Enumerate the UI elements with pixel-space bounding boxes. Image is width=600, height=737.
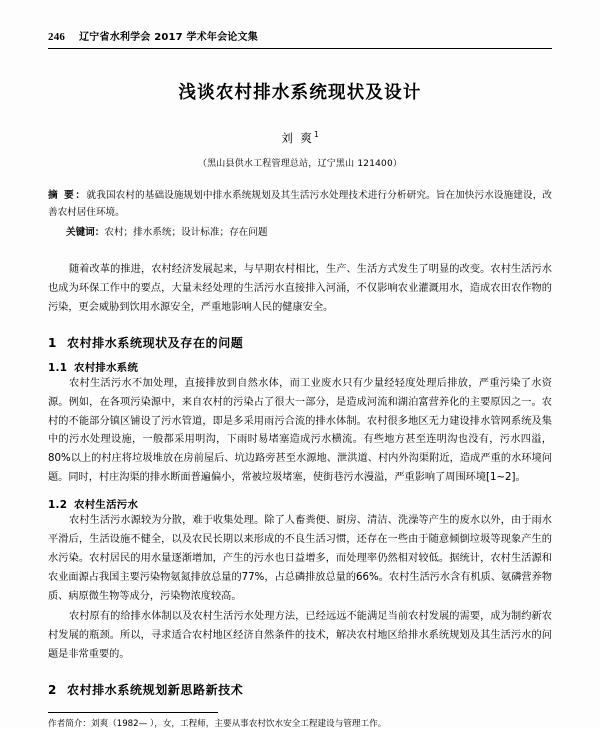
author-line: [48, 130, 552, 146]
subsection-heading-1-1: [48, 359, 552, 374]
page-number: 246: [48, 31, 66, 43]
running-head: [48, 28, 552, 48]
header-divider: [48, 48, 552, 49]
keywords-text: 农村；排水系统；设计标准；存在问题: [104, 227, 268, 239]
author-name: 刘 爽: [281, 131, 314, 145]
footnote-divider: [48, 712, 218, 713]
paragraph-1-2-1: 农村生活污水源较为分散，难于收集处理。除了人畜粪便、厨房、清洁、洗澡等产生的废水以外，由于雨水平滑后，生活设施不健全，以及农民长期以来形成的不良生活习惯，还存在一些由于随意倾倒垃圾等现象产生的水污染。农村居民的用水量逐渐增加，产生的污水也日益增多，而处理率仍然相对较低。据统计，农村生活源和农业面源占我国主要污染物氨氮排放总量的77%，占总磷排放总量的66%。农村生活污水含有机质、氨磷营养物质、病原微生物等成分，污染物浓度较高。: [48, 515, 552, 602]
abstract-text: 就我国农村的基础设施规划中排水系统规划及其生活污水处理技术进行分析研究。旨在加快污水设施建设，改善农村居住环境。: [48, 190, 552, 219]
keywords-label: 关键词：: [66, 227, 105, 239]
section-number-1: 1: [48, 335, 57, 350]
bottom-spacer: [48, 731, 552, 737]
subsection-title-1-2: 农村生活污水: [74, 499, 139, 512]
abstract-label: 摘 要：: [48, 190, 87, 201]
section-title-2: 农村排水系统规划新思路新技术: [67, 683, 244, 698]
paragraph-1-2-2: 农村原有的给排水体制以及农村生活污水处理方法，已经远远不能满足当前农村发展的需要，成为制约新农村发展的瓶颈。所以，寻求适合农村地区经济自然条件的技术，解决农村地区给排水系统规划及其生活污水的问题是非常重要的。: [48, 611, 552, 661]
subsection-title-1-1: 农村排水系统: [74, 361, 139, 374]
footnote: 作者简介：刘爽（1982— ），女，工程师，主要从事农村饮水安全工程建设与管理工作。: [48, 719, 387, 730]
author-affiliation-marker: 1: [313, 130, 319, 140]
affiliation: （黑山县供水工程管理总站，辽宁黑山 121400）: [197, 159, 403, 169]
abstract: [48, 187, 552, 221]
subsection-heading-1-2: [48, 496, 552, 511]
running-head-title: 辽宁省水利学会 2017 学术年会论文集: [79, 32, 258, 43]
page-title: 浅谈农村排水系统现状及设计: [178, 83, 422, 103]
subsection-number-1-1: 1.1: [48, 361, 68, 374]
section-number-2: 2: [48, 683, 57, 698]
section-heading-1: [48, 334, 552, 351]
intro-paragraph: 随着改革的推进，农村经济发展起来，与早期农村相比，生产、生活方式发生了明显的改变。农村生活污水也成为环保工作中的要点，大量未经处理的生活污水直接排入河涌，不仅影响农业灌溉用水，造成农田农作物的污染，更会威胁到饮用水源安全，严重地影响人民的健康安全。: [48, 264, 552, 313]
paragraph-1-1-1: 农村生活污水不加处理，直接排放到自然水体，而工业废水只有少量经轻度处理后排放，严重污染了水资源。例如，在各项污染源中，来自农村的污染占了很大一部分，是造成河流和湖泊富营养化的主要原因之一。农村的不能部分镇区铺设了污水管道，即是多采用雨污合流的排水体制。农村很多地区无力建设排水管网系统及集中的污水处理设施，一般都采用明沟，下雨时易堵塞造成污水横流。有些地方甚至连明沟也没有，污水四溢，80%以上的村庄将垃圾堆放在房前屋后、坑边路旁甚至水源地、泄洪道、村内外沟渠附近，造成严重的水环境问题。同时，村庄沟渠的排水断面普遍偏小，常被垃圾堵塞，使街巷污水漫溢，严重影响了周围环境[1~2]。: [48, 377, 552, 484]
subsection-number-1-2: 1.2: [48, 499, 68, 512]
keywords: [48, 224, 552, 241]
section-title-1: 农村排水系统现状及存在的问题: [67, 335, 244, 350]
section-heading-2: [48, 681, 552, 698]
